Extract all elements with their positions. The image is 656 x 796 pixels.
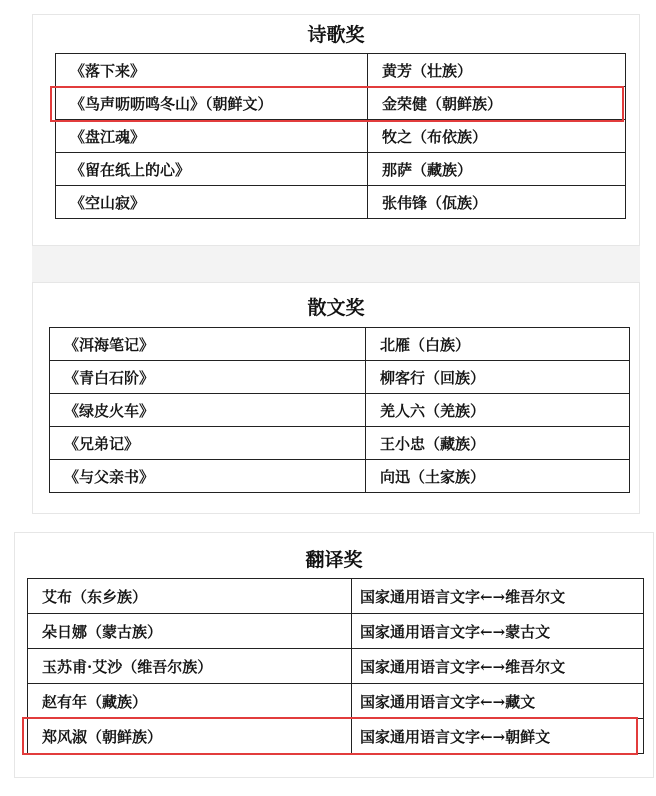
translation-award-title: 翻译奖 — [305, 549, 363, 571]
author-cell: 王小忠（藏族） — [366, 427, 630, 460]
table-row — [56, 54, 626, 87]
author-cell: 张伟锋（佤族） — [368, 186, 626, 219]
author-cell: 柳客行（回族） — [366, 361, 630, 394]
author-cell: 北雁（白族） — [366, 328, 630, 361]
language-pair-cell: 国家通用语言文字←→维吾尔文 — [352, 649, 644, 684]
table-row — [56, 87, 626, 120]
author-cell: 金荣健（朝鲜族） — [368, 87, 626, 120]
language-pair-cell: 国家通用语言文字←→蒙古文 — [352, 614, 644, 649]
table-row — [28, 684, 644, 719]
work-title-cell: 《与父亲书》 — [50, 460, 366, 493]
author-cell: 黄芳（壮族） — [368, 54, 626, 87]
translation-award-table — [27, 578, 644, 754]
prose-award-title: 散文奖 — [307, 297, 365, 319]
language-pair-cell: 国家通用语言文字←→朝鲜文 — [352, 719, 644, 754]
table-row — [28, 649, 644, 684]
prose-award-panel — [32, 282, 640, 514]
table-row — [50, 328, 630, 361]
work-title-cell: 《绿皮火车》 — [50, 394, 366, 427]
translator-cell: 郑风淑（朝鲜族） — [28, 719, 352, 754]
work-title-cell: 《青白石阶》 — [50, 361, 366, 394]
translator-cell: 艾布（东乡族） — [28, 579, 352, 614]
poetry-award-panel — [32, 14, 640, 246]
work-title-cell: 《盘江魂》 — [56, 120, 368, 153]
table-row — [28, 579, 644, 614]
translator-cell: 朵日娜（蒙古族） — [28, 614, 352, 649]
work-title-cell: 《落下来》 — [56, 54, 368, 87]
author-cell: 羌人六（羌族） — [366, 394, 630, 427]
work-title-cell: 《洱海笔记》 — [50, 328, 366, 361]
table-row — [56, 120, 626, 153]
poetry-award-table — [55, 53, 626, 219]
table-row — [56, 186, 626, 219]
table-row — [50, 427, 630, 460]
language-pair-cell: 国家通用语言文字←→维吾尔文 — [352, 579, 644, 614]
language-pair-cell: 国家通用语言文字←→藏文 — [352, 684, 644, 719]
author-cell: 那萨（藏族） — [368, 153, 626, 186]
poetry-award-title: 诗歌奖 — [307, 24, 365, 46]
work-title-cell: 《鸟声呖呖鸣冬山》（朝鲜文） — [56, 87, 368, 120]
section-divider — [32, 246, 640, 282]
table-row — [50, 394, 630, 427]
table-row — [50, 361, 630, 394]
author-cell: 向迅（土家族） — [366, 460, 630, 493]
translation-award-panel — [14, 532, 654, 778]
work-title-cell: 《兄弟记》 — [50, 427, 366, 460]
work-title-cell: 《留在纸上的心》 — [56, 153, 368, 186]
translator-cell: 玉苏甫·艾沙（维吾尔族） — [28, 649, 352, 684]
table-row — [28, 719, 644, 754]
author-cell: 牧之（布依族） — [368, 120, 626, 153]
prose-award-table — [49, 327, 630, 493]
table-row — [56, 153, 626, 186]
translator-cell: 赵有年（藏族） — [28, 684, 352, 719]
table-row — [50, 460, 630, 493]
table-row — [28, 614, 644, 649]
work-title-cell: 《空山寂》 — [56, 186, 368, 219]
